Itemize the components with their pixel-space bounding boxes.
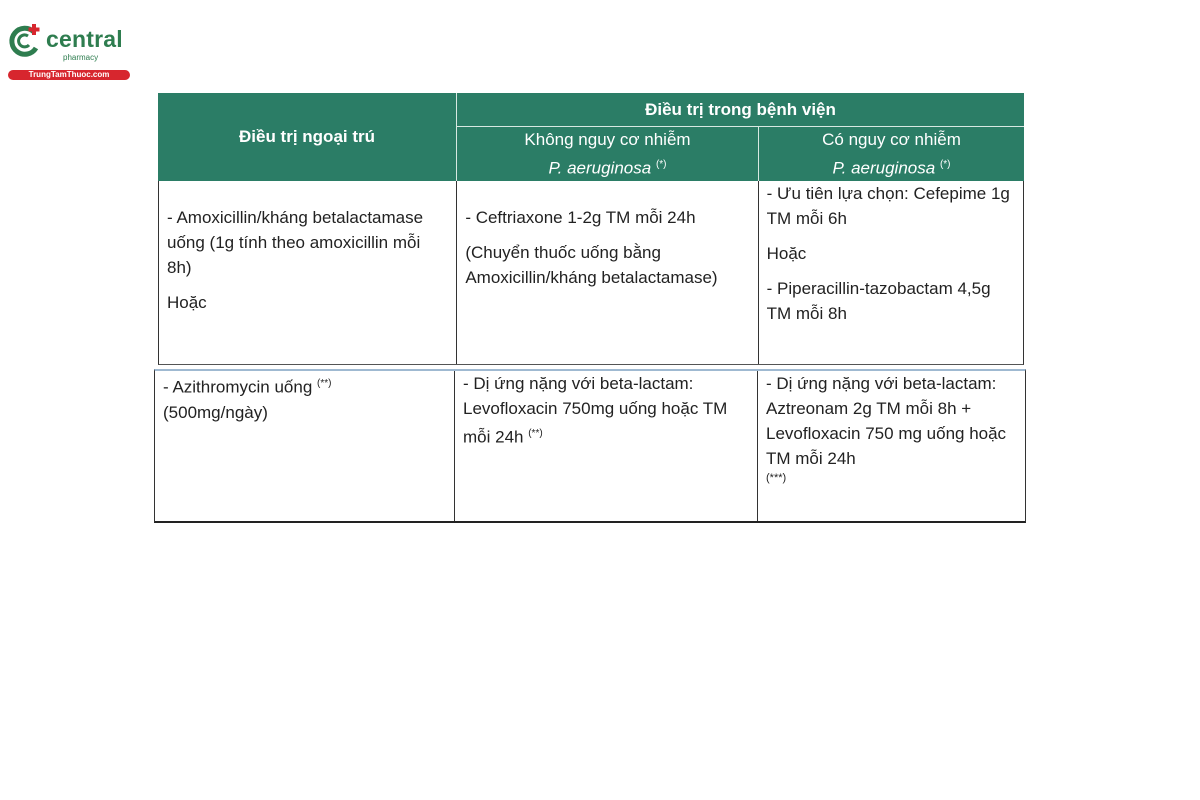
header-with-risk (759, 127, 1024, 181)
footnote-marker: (***) (766, 472, 787, 484)
header-with-risk-line1: Có nguy cơ nhiễm (822, 130, 961, 149)
header-no-risk-line2: P. aeruginosa (*) (548, 158, 667, 178)
header-no-risk-line1: Không nguy cơ nhiễm (524, 130, 691, 149)
brand-logo (6, 22, 130, 82)
cell-text: - Amoxicillin/kháng betalactamase uống (1g tính theo amoxicillin mỗi 8h) (167, 208, 424, 277)
cell-outpatient (155, 371, 455, 521)
table-row (154, 369, 1026, 523)
brand-name: central (46, 26, 123, 52)
brand-tagline: pharmacy (63, 53, 99, 62)
cell-no-risk (455, 371, 758, 521)
cell-with-risk (758, 371, 1023, 521)
cell-text: - Piperacillin-tazobactam 4,5g TM mỗi 8h (766, 279, 991, 323)
cell-text: (500mg/ngày) (163, 402, 268, 422)
header-outpatient: Điều trị ngoại trú (158, 93, 457, 181)
table-row (158, 181, 1024, 365)
cell-text: - Dị ứng nặng với beta-lactam: Aztreonam 2g TM mỗi 8h + Levofloxacin 750 mg uống hoặc TM mỗi 24h (766, 374, 1007, 468)
cell-text: - Azithromycin uống (**) (163, 377, 332, 397)
cell-text: - Ceftriaxone 1-2g TM mỗi 24h (465, 208, 696, 227)
cell-outpatient (159, 181, 457, 364)
header-no-risk (457, 127, 759, 181)
treatment-table (158, 93, 1024, 484)
brand-website: TrungTamThuoc.com (8, 70, 130, 80)
header-with-risk-line2: P. aeruginosa (*) (832, 158, 951, 178)
cell-text: - Dị ứng nặng với beta-lactam: Levofloxacin 750mg uống hoặc TM mỗi 24h (**) (463, 374, 728, 447)
central-pharmacy-logo-icon (8, 24, 42, 58)
table-header (158, 93, 1024, 181)
cell-no-risk (457, 181, 758, 364)
cell-text: Hoặc (766, 244, 807, 263)
cell-text: (Chuyển thuốc uống bằng Amoxicillin/kháng betalactamase) (465, 243, 718, 287)
cell-text: Hoặc (167, 293, 207, 312)
cell-text: - Ưu tiên lựa chọn: Cefepime 1g TM mỗi 6h (766, 184, 1010, 228)
cell-with-risk (759, 181, 1023, 364)
header-inpatient-group: Điều trị trong bệnh viện (457, 93, 1024, 127)
